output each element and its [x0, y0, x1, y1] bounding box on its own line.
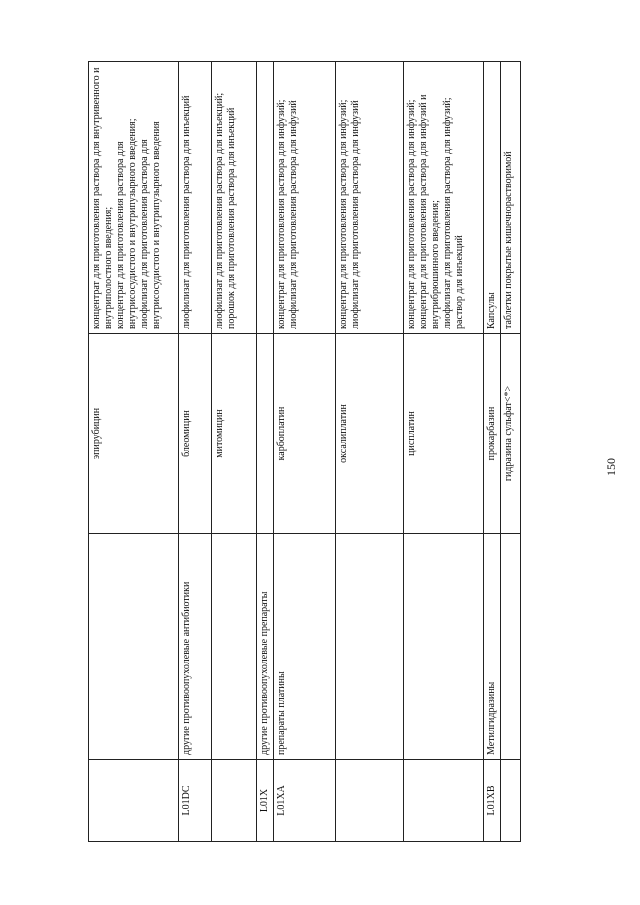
- page-number: 150: [604, 458, 618, 476]
- dosage-form-line: концентрат для приготовления раствора для внутривенного и внутриполостного введения;: [91, 67, 114, 329]
- group-cell: [501, 534, 521, 760]
- drug-name-cell: гидразина сульфат<*>: [501, 334, 521, 534]
- table-row: [484, 62, 501, 842]
- group-cell: [404, 534, 484, 760]
- drug-name-cell: [257, 334, 274, 534]
- dosage-form-line: лиофилизат для приготовления раствора для инфузий: [350, 100, 361, 329]
- drug-name-cell: карбоплатин: [274, 334, 336, 534]
- group-cell: Метилгидразины: [484, 534, 501, 760]
- table-row: [501, 62, 521, 842]
- dosage-form-line: концентрат для приготовления раствора для инфузий и внутрибрюшинного введения;: [418, 94, 441, 329]
- dosage-form-cell: [89, 62, 179, 334]
- atc-code-cell: L01XB: [484, 760, 501, 842]
- dosage-form-line: концентрат для приготовления раствора для инфузий;: [338, 99, 349, 329]
- drug-name-cell: оксалиплатин: [336, 334, 404, 534]
- dosage-form-line: порошок для приготовления раствора для инъекций: [226, 107, 237, 329]
- table-row: [179, 62, 212, 842]
- drug-name-cell: блеомицин: [179, 334, 212, 534]
- atc-code-cell: L01XA: [274, 760, 336, 842]
- table-row: [257, 62, 274, 842]
- atc-code-cell: [404, 760, 484, 842]
- rotated-page: [88, 62, 558, 842]
- dosage-form-line: лиофилизат для приготовления раствора для инфузий;: [442, 97, 453, 329]
- dosage-form-line: лиофилизат для приготовления раствора для инъекций: [181, 95, 192, 329]
- drug-table: [88, 61, 521, 842]
- dosage-form-cell: [179, 62, 212, 334]
- dosage-form-cell: [404, 62, 484, 334]
- dosage-form-line: таблетки покрытые кишечнорастворимой: [503, 151, 514, 329]
- drug-name-cell: митомицин: [212, 334, 257, 534]
- dosage-form-cell: [336, 62, 404, 334]
- atc-code-cell: [501, 760, 521, 842]
- dosage-form-line: концентрат для приготовления раствора для инфузий;: [406, 99, 417, 329]
- dosage-form-cell: [212, 62, 257, 334]
- dosage-form-line: концентрат для приготовления раствора для внутрисосудистого и внутрипузырного введения;: [115, 118, 138, 329]
- drug-name-cell: эпирубицин: [89, 334, 179, 534]
- atc-code-cell: [212, 760, 257, 842]
- drug-name-cell: прокарбазин: [484, 334, 501, 534]
- atc-code-cell: [336, 760, 404, 842]
- dosage-form-line: лиофилизат для приготовления раствора для внутрисосудистого и внутрипузырного введения: [139, 121, 162, 329]
- table-row: [274, 62, 336, 842]
- group-cell: препараты платины: [274, 534, 336, 760]
- drug-name-cell: цисплатин: [404, 334, 484, 534]
- dosage-form-cell: [501, 62, 521, 334]
- group-cell: [212, 534, 257, 760]
- table-row: [212, 62, 257, 842]
- group-cell: другие противоопухолевые препараты: [257, 534, 274, 760]
- group-cell: другие противоопухолевые антибиотики: [179, 534, 212, 760]
- dosage-form-cell: [257, 62, 274, 334]
- atc-code-cell: L01DC: [179, 760, 212, 842]
- table-row: [404, 62, 484, 842]
- dosage-form-line: раствор для инъекций: [454, 235, 465, 329]
- dosage-form-line: концентрат для приготовления раствора для инфузий;: [276, 99, 287, 329]
- group-cell: [89, 534, 179, 760]
- atc-code-cell: [89, 760, 179, 842]
- table-row: [336, 62, 404, 842]
- dosage-form-line: лиофилизат для приготовления раствора для инъекций;: [214, 92, 225, 329]
- group-cell: [336, 534, 404, 760]
- dosage-form-line: лиофилизат для приготовления раствора для инфузий: [288, 100, 299, 329]
- dosage-form-cell: [274, 62, 336, 334]
- dosage-form-line: Капсулы: [486, 292, 497, 329]
- dosage-form-cell: [484, 62, 501, 334]
- table-row: [89, 62, 179, 842]
- table-body: [89, 62, 521, 842]
- atc-code-cell: L01X: [257, 760, 274, 842]
